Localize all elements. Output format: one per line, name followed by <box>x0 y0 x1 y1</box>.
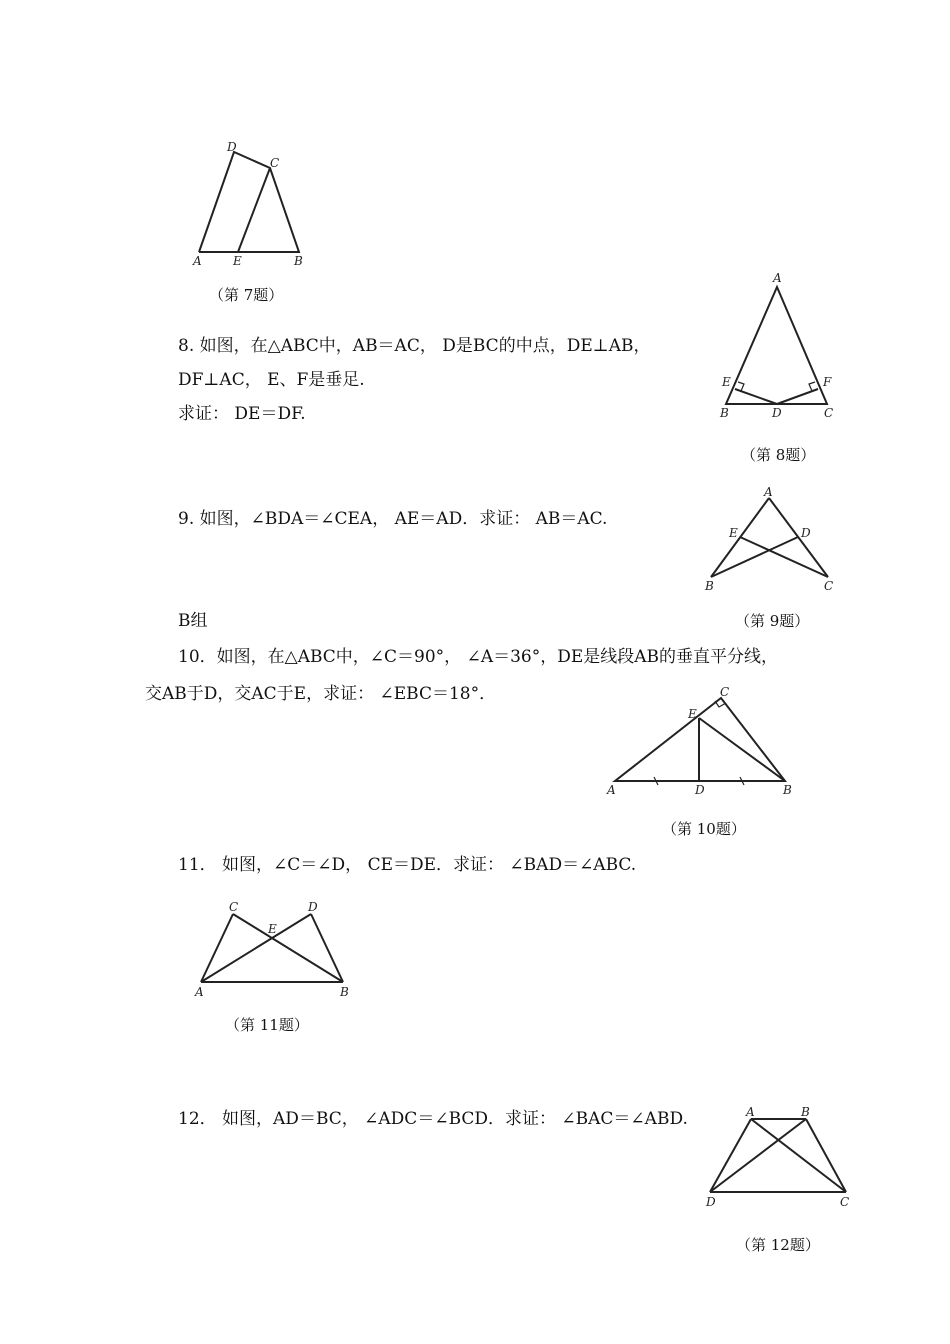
fig8-segment-de <box>735 389 777 404</box>
fig7-caption: （第 7题） <box>209 286 284 304</box>
fig11-label-a: A <box>195 985 204 999</box>
fig12-label-c: C <box>840 1195 850 1209</box>
fig7-label-d: D <box>227 140 237 154</box>
fig8-triangle <box>726 287 827 404</box>
q12-line1: 12． 如图，AD＝BC， ∠ADC＝∠BCD．求证： ∠BAC＝∠ABD. <box>178 1109 688 1129</box>
fig10-label-b: B <box>783 783 792 797</box>
fig11-label-e: E <box>268 922 277 936</box>
fig10-segment-eb <box>699 718 785 781</box>
fig12-label-d: D <box>706 1195 716 1209</box>
figure-12 <box>700 1100 860 1215</box>
fig9-label-a: A <box>764 485 773 499</box>
fig8-caption: （第 8题） <box>741 446 816 464</box>
fig9-label-c: C <box>824 579 834 593</box>
fig11-caption: （第 11题） <box>225 1016 309 1034</box>
figure-11 <box>190 895 360 1005</box>
group-b-heading: B组 <box>178 611 208 631</box>
fig11-label-b: B <box>340 985 349 999</box>
q10-line2: 交AB于D，交AC于E，求证： ∠EBC＝18°． <box>145 684 497 704</box>
fig10-label-d: D <box>695 783 705 797</box>
fig9-label-e: E <box>729 526 738 540</box>
figure-7 <box>180 135 330 275</box>
fig7-label-a: A <box>193 254 202 268</box>
fig12-segment-bd <box>710 1119 806 1192</box>
fig8-label-c: C <box>824 406 834 420</box>
fig8-label-f: F <box>823 375 832 389</box>
fig9-label-d: D <box>801 526 811 540</box>
fig11-label-d: D <box>308 900 318 914</box>
fig8-label-e: E <box>722 375 731 389</box>
fig7-label-b: B <box>294 254 303 268</box>
fig10-label-c: C <box>720 685 730 699</box>
fig9-segment-ac <box>769 498 828 577</box>
fig12-label-a: A <box>746 1105 755 1119</box>
fig8-label-a: A <box>773 271 782 285</box>
fig11-label-c: C <box>229 900 239 914</box>
fig8-label-d: D <box>772 406 782 420</box>
fig8-label-b: B <box>720 406 729 420</box>
fig7-label-c: C <box>270 156 280 170</box>
fig7-segment-ec <box>238 168 270 252</box>
q11-line1: 11． 如图，∠C＝∠D， CE＝DE．求证： ∠BAD＝∠ABC. <box>178 855 637 875</box>
fig8-segment-df <box>777 389 818 404</box>
fig9-caption: （第 9题） <box>735 612 810 630</box>
q8-line1: 8. 如图，在△ABC中，AB＝AC， D是BC的中点，DE⊥AB， <box>178 336 651 356</box>
fig12-segment-bc <box>806 1119 846 1192</box>
fig7-outline <box>199 152 299 252</box>
fig12-segment-ac <box>751 1119 846 1192</box>
fig12-segment-ad <box>710 1119 751 1192</box>
fig10-label-a: A <box>607 783 616 797</box>
fig7-label-e: E <box>233 254 242 268</box>
q8-line3: 求证： DE＝DF. <box>178 404 306 424</box>
q9-line1: 9. 如图，∠BDA＝∠CEA， AE＝AD．求证： AB＝AC. <box>178 509 608 529</box>
fig10-label-e: E <box>688 707 697 721</box>
figure-10 <box>600 680 805 810</box>
fig12-caption: （第 12题） <box>736 1236 820 1254</box>
figure-8 <box>710 265 850 430</box>
fig9-label-b: B <box>705 579 714 593</box>
q10-line1: 10．如图，在△ABC中，∠C＝90°， ∠A＝36°，DE是线段AB的垂直平分线， <box>178 647 779 667</box>
fig12-label-b: B <box>801 1105 810 1119</box>
fig10-caption: （第 10题） <box>662 820 746 838</box>
q8-line2: DF⊥AC， E、F是垂足. <box>178 370 365 390</box>
figure-9 <box>700 482 850 597</box>
